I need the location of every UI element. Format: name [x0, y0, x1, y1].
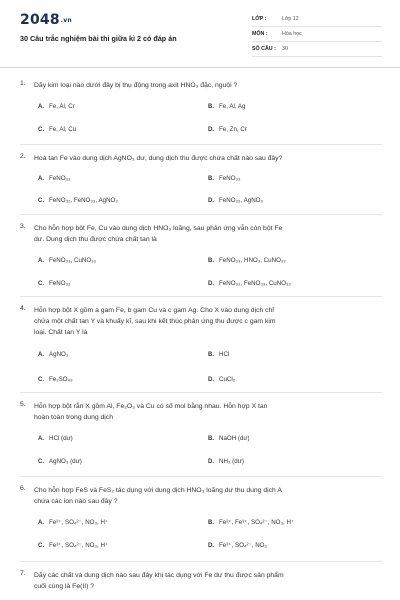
option-c[interactable]	[38, 458, 82, 465]
option-b[interactable]	[208, 351, 229, 358]
question-line: Hoà tan Fe vào dung dịch AgNO₃ dư, dung dịch thu được chứa chất nào sau đây?	[34, 155, 283, 162]
question-line: dư. Dung dịch thu được chứa chất tan là	[34, 236, 157, 243]
option-letter: A.	[38, 258, 44, 264]
option-a[interactable]	[38, 257, 96, 264]
site-logo[interactable]	[20, 12, 72, 28]
option-letter: A.	[38, 104, 44, 110]
option-text: Fe²⁺, SO₄²⁻, NO₃, H⁺	[49, 519, 109, 526]
option-d[interactable]	[208, 126, 247, 133]
option-text: FeNO₃₂	[49, 175, 71, 182]
question-line: Hỗn hợp bột rắn X gồm Al, Fe₂O₃ và Cu có số mol bằng nhau. Hỗn hợp X tan	[34, 403, 268, 410]
meta-row-question-count	[252, 43, 382, 57]
option-letter: B.	[208, 352, 214, 358]
option-text: FeNO₃₃	[219, 175, 241, 182]
meta-key: LỚP :	[252, 16, 267, 22]
option-c[interactable]	[38, 126, 76, 133]
option-letter: A.	[38, 176, 44, 182]
option-c[interactable]	[38, 280, 70, 287]
option-letter: D.	[208, 377, 214, 383]
option-letter: C.	[38, 459, 44, 465]
option-text: CuCl₂	[219, 376, 236, 383]
option-letter: B.	[208, 436, 214, 442]
option-text: NH₃ (dư)	[219, 458, 244, 465]
question-line: chứa một chất tan Y và khuấy kĩ, sau khi kết thúc phản ứng thu được c gam kim	[34, 318, 276, 325]
option-letter: D.	[208, 459, 214, 465]
option-b[interactable]	[208, 175, 241, 182]
question-line: loại. Chất tan Y là	[34, 329, 88, 336]
option-text: Fe, Al, Cr	[49, 103, 75, 110]
question-line: cuối cùng là Fe(II) ?	[34, 583, 95, 590]
option-b[interactable]	[208, 257, 286, 264]
option-text: FeNO₃₂, FeNO₃₃, AgNO₃	[49, 197, 118, 204]
option-text: Fe, Zn, Cr	[219, 126, 247, 133]
option-c[interactable]	[38, 197, 118, 204]
meta-row-subject	[252, 28, 382, 42]
option-text: FeNO₃₂, FeNO₃₃, CuNO₃₂	[219, 280, 291, 287]
option-text: HCl	[219, 351, 230, 358]
meta-value: Lớp 12	[282, 16, 299, 22]
question-divider	[20, 214, 382, 215]
option-d[interactable]	[208, 542, 267, 549]
option-letter: C.	[38, 543, 44, 549]
option-letter: D.	[208, 127, 214, 133]
meta-key: MÔN :	[252, 31, 268, 37]
question-divider	[20, 144, 382, 145]
question-line: Dãy các chất và dung dịch nào sau đây khi tác dụng với Fe dư thu được sản phẩm	[34, 572, 284, 579]
question-line: Hỗn hợp bột X gồm a gam Fe, b gam Cu và c gam Ag. Cho X vào dung dịch chỉ	[34, 307, 274, 314]
option-letter: A.	[38, 520, 44, 526]
question-number: 2.	[20, 153, 26, 160]
option-text: Fe²⁺, Fe³⁺, SO₄²⁻, NO₃, H⁺	[219, 519, 295, 526]
option-text: FeNO₃₃, HNO₃, CuNO₃₂	[219, 257, 286, 264]
question-number: 5.	[20, 401, 26, 408]
meta-value: 30	[282, 46, 288, 52]
question-text	[34, 305, 378, 338]
option-letter: C.	[38, 281, 44, 287]
option-text: AgNO₃ (dư)	[49, 458, 82, 465]
question-number: 7.	[20, 570, 26, 577]
option-text: Fe₂SO₄₃	[49, 376, 73, 383]
option-text: Fe³⁺, SO₄²⁻, NO₃, H⁺	[49, 542, 109, 549]
option-text: Fe³⁺, SO₄²⁻, NO₃	[219, 542, 268, 549]
option-text: AgNO₃	[49, 351, 69, 358]
option-letter: B.	[208, 258, 214, 264]
question-text	[34, 401, 378, 423]
option-b[interactable]	[208, 435, 250, 442]
option-text: FeNO₃₂	[49, 280, 71, 287]
option-letter: B.	[208, 520, 214, 526]
option-a[interactable]	[38, 519, 108, 526]
question-divider	[20, 476, 382, 477]
option-text: NaOH (dư)	[219, 435, 250, 442]
question-number: 4.	[20, 305, 26, 312]
logo-text: 2048	[20, 12, 60, 28]
option-d[interactable]	[208, 376, 235, 383]
question-text	[34, 570, 378, 592]
question-line: chứa các ion nào sau đây ?	[34, 498, 118, 505]
option-a[interactable]	[38, 103, 75, 110]
logo-suffix: .vn	[60, 17, 72, 24]
question-line: Dãy kim loại nào dưới đây bị thụ động trong axit HNO₃ đặc, nguội ?	[34, 82, 238, 89]
question-number: 1.	[20, 80, 26, 87]
header-divider	[0, 67, 400, 68]
question-text	[34, 153, 378, 164]
meta-row-class	[252, 13, 382, 27]
option-d[interactable]	[208, 197, 263, 204]
option-text: Fe, Al, Ag	[219, 103, 246, 110]
option-d[interactable]	[208, 280, 291, 287]
option-letter: C.	[38, 127, 44, 133]
option-letter: D.	[208, 281, 214, 287]
option-letter: B.	[208, 176, 214, 182]
question-text	[34, 485, 378, 507]
option-letter: C.	[38, 377, 44, 383]
option-a[interactable]	[38, 351, 68, 358]
option-letter: C.	[38, 198, 44, 204]
option-b[interactable]	[208, 519, 294, 526]
question-divider	[20, 561, 382, 562]
option-a[interactable]	[38, 435, 73, 442]
option-letter: A.	[38, 436, 44, 442]
document-title: 30 Câu trắc nghiệm bài thi giữa kì 2 có đáp án	[20, 34, 177, 43]
question-text	[34, 80, 378, 91]
option-letter: D.	[208, 543, 214, 549]
option-text: HCl (dư)	[49, 435, 73, 442]
option-letter: B.	[208, 104, 214, 110]
option-letter: D.	[208, 198, 214, 204]
question-line: Cho hỗn hợp bột Fe, Cu vào dung dịch HNO₃ loãng, sau phản ứng vẫn còn bột Fe	[34, 225, 283, 232]
question-divider	[20, 392, 382, 393]
option-b[interactable]	[208, 103, 245, 110]
option-text: FeNO₃₃, CuNO₃₂	[49, 257, 97, 264]
question-divider	[20, 296, 382, 297]
option-a[interactable]	[38, 175, 70, 182]
question-text	[34, 223, 378, 245]
document-header	[0, 0, 400, 68]
question-line: hoàn toàn trong dung dịch	[34, 414, 113, 421]
option-letter: A.	[38, 352, 44, 358]
option-c[interactable]	[38, 542, 108, 549]
question-number: 6.	[20, 485, 26, 492]
option-d[interactable]	[208, 458, 244, 465]
meta-value: Hóa học	[282, 31, 302, 37]
option-c[interactable]	[38, 376, 73, 383]
question-line: Cho hỗn hợp FeS và FeS₂ tác dụng với dung dịch HNO₃ loãng dư thu dung dịch A	[34, 487, 282, 494]
meta-key: SỐ CÂU :	[252, 46, 276, 52]
option-text: Fe, Al, Cu	[49, 126, 77, 133]
question-number: 3.	[20, 223, 26, 230]
option-text: FeNO₃₃, AgNO₃	[219, 197, 264, 204]
